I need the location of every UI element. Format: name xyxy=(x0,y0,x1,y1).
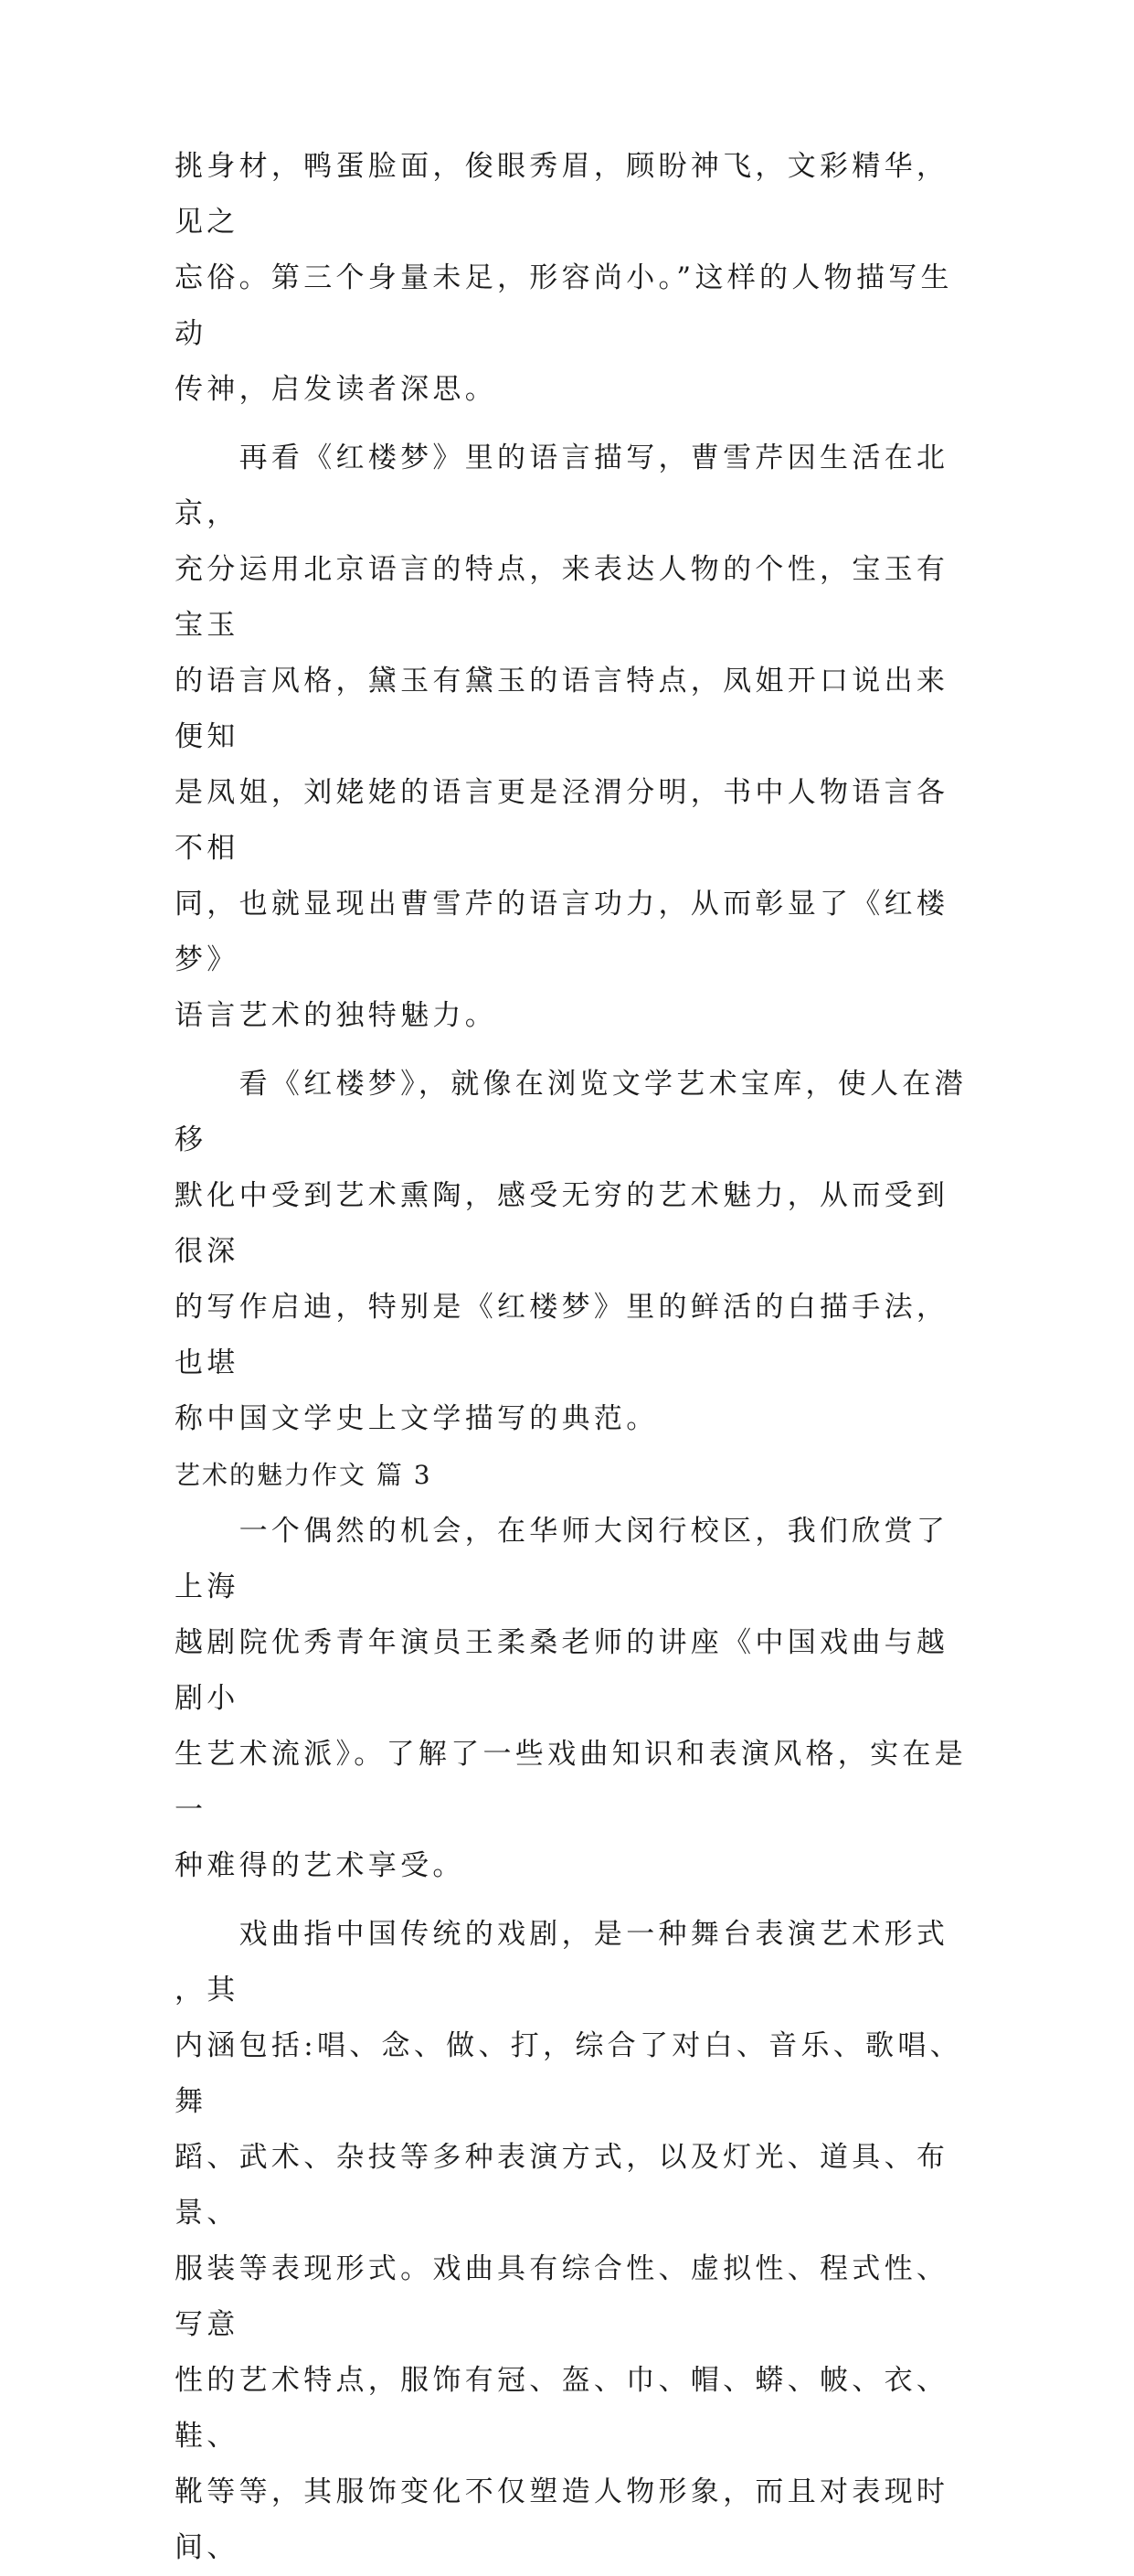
paragraph-2: 再看《红楼梦》里的语言描写，曹雪芹因生活在北京， 充分运用北京语言的特点，来表达人物的个性，宝玉有宝玉 的语言风格，黛玉有黛玉的语言特点，凤姐开口说出来便知 是凤姐，刘姥姥的语言更是泾渭分明，书中人物语言各不相 同，也就显现出曹雪芹的语言功力，从而彰显了《红楼梦》 语言艺术的独特魅力。 xyxy=(175,442,949,1032)
paragraph-3: 看《红楼梦》，就像在浏览文学艺术宝库，使人在潜移 默化中受到艺术熏陶，感受无穷的艺术魅力，从而受到很深 的写作启迪，特别是《红楼梦》里的鲜活的白描手法，也堪 称中国文学史上文学描写的典范。 xyxy=(175,1068,967,1435)
paragraph-5: 戏曲指中国传统的戏剧，是一种舞台表演艺术形式，其 内涵包括:唱、念、做、打，综合了对白、音乐、歌唱、舞 蹈、武术、杂技等多种表演方式，以及灯光、道具、布景、 服装等表现形式。戏曲具有综合性、虚拟性、程式性、写意 性的艺术特点，服饰有冠、盔、巾、帽、蟒、帔、衣、鞋、 靴等等，其服饰变化不仅塑造人物形象，而且对表现时间、 xyxy=(175,1918,962,2564)
paragraph-4: 一个偶然的机会，在华师大闵行校区，我们欣赏了上海 越剧院优秀青年演员王柔桑老师的讲座《中国戏曲与越剧小 生艺术流派》。了解了一些戏曲知识和表演风格，实在是一 种难得的艺术享受。 xyxy=(175,1515,967,1882)
paragraph-1: 挑身材，鸭蛋脸面，俊眼秀眉，顾盼神飞，文彩精华，见之 忘俗。第三个身量未足，形容尚小。”这样的人物描写生动 传神，启发读者深思。 xyxy=(175,150,953,406)
document-body xyxy=(175,139,979,2576)
section-heading: 艺术的魅力作文 篇 3 xyxy=(175,1460,432,1490)
